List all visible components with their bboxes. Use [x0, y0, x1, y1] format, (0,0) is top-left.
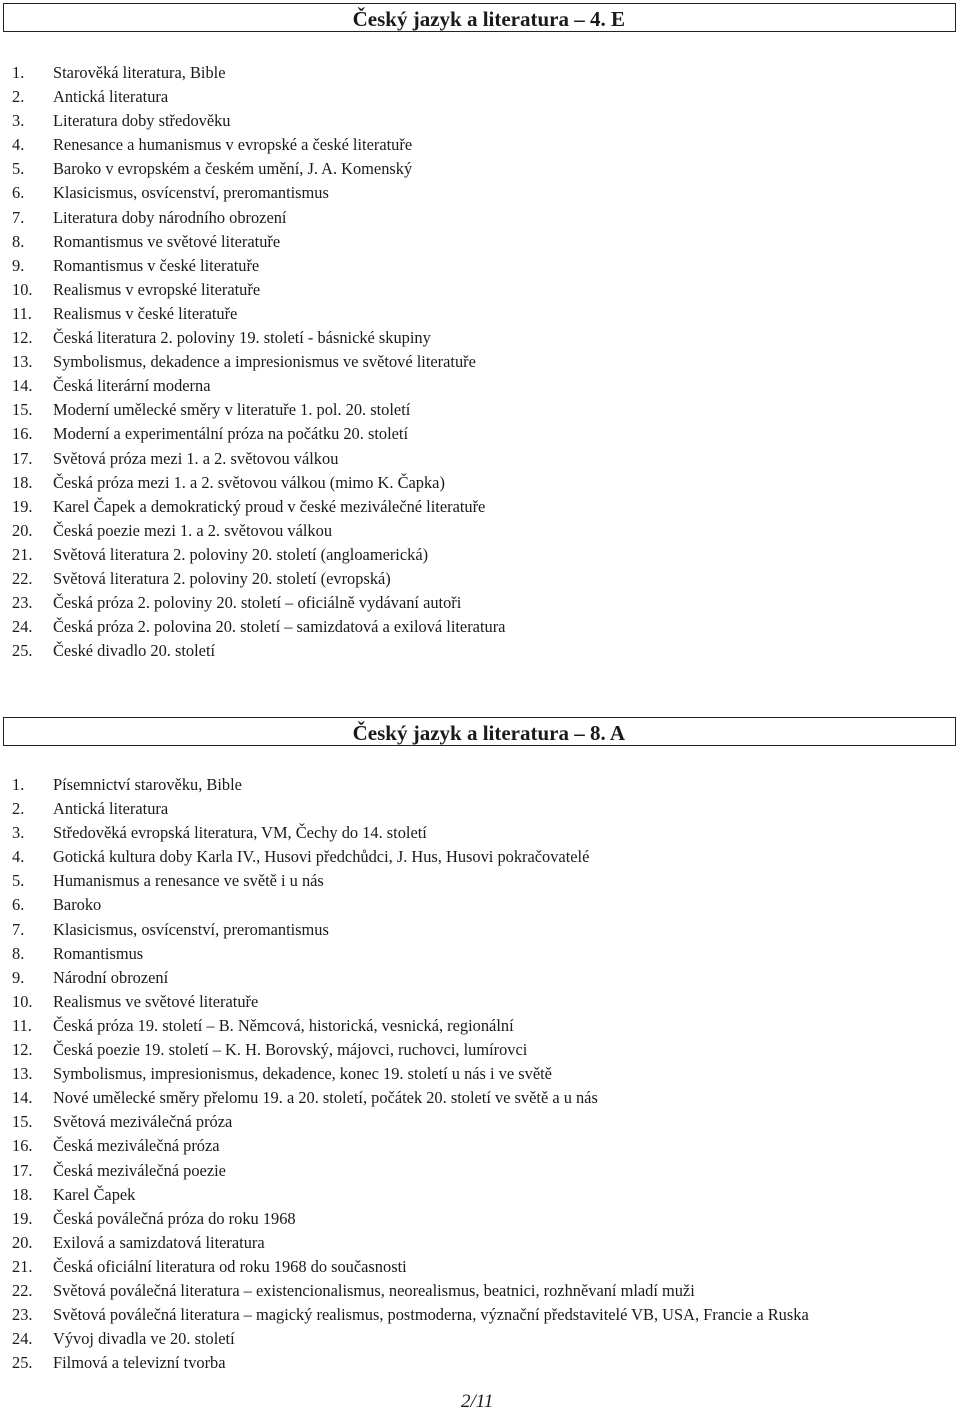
list-item-number: 25.: [12, 641, 33, 661]
list-item: [0, 918, 809, 942]
list-item: [0, 1327, 809, 1351]
list-item: [0, 495, 505, 519]
list-item: [0, 447, 505, 471]
list-item: [0, 398, 505, 422]
list-item-number: 9.: [12, 967, 25, 987]
list-item-number: 10.: [12, 991, 33, 1011]
list-item: [0, 990, 809, 1014]
list-item-text: Literatura doby národního obrození: [53, 207, 287, 227]
list-item-text: Filmová a televizní tvorba: [53, 1353, 226, 1373]
list-item: [0, 797, 809, 821]
list-item: [0, 181, 505, 205]
list-item-number: 21.: [12, 544, 33, 564]
list-item-text: Exilová a samizdatová literatura: [53, 1232, 265, 1252]
section-header-4e: [3, 3, 956, 32]
list-item-number: 9.: [12, 255, 25, 275]
list-item-number: 19.: [12, 1208, 33, 1228]
list-item-number: 22.: [12, 568, 33, 588]
list-item: [0, 278, 505, 302]
list-item-text: Romantismus: [53, 943, 144, 963]
list-item: [0, 85, 505, 109]
list-item-number: 8.: [12, 943, 25, 963]
list-item-text: Česká literární moderna: [53, 376, 211, 396]
list-item: [0, 821, 809, 845]
list-item: [0, 350, 505, 374]
list-item-number: 3.: [12, 111, 25, 131]
list-item-text: Česká próza mezi 1. a 2. světovou válkou (mimo K. Čapka): [53, 472, 445, 492]
list-item-number: 7.: [12, 919, 25, 939]
list-item-number: 16.: [12, 1136, 33, 1156]
list-item: [0, 1062, 809, 1086]
list-item-number: 3.: [12, 823, 25, 843]
list-item: [0, 1183, 809, 1207]
list-item: [0, 519, 505, 543]
list-item-text: Romantismus ve světové literatuře: [53, 231, 281, 251]
list-item-number: 17.: [12, 448, 33, 468]
list-item-text: Česká oficiální literatura od roku 1968 do současnosti: [53, 1256, 407, 1276]
list-item: [0, 893, 809, 917]
list-item-text: Vývoj divadla ve 20. století: [53, 1329, 235, 1349]
list-item-number: 12.: [12, 1040, 33, 1060]
list-item-text: Antická literatura: [53, 87, 169, 107]
list-item-number: 18.: [12, 1184, 33, 1204]
list-item: [0, 254, 505, 278]
list-item-number: 23.: [12, 1305, 33, 1325]
list-item-number: 12.: [12, 328, 33, 348]
list-item-text: Světová meziválečná próza: [53, 1112, 233, 1132]
list-item-number: 24.: [12, 617, 33, 637]
list-item-number: 2.: [12, 87, 25, 107]
list-item-text: Realismus v české literatuře: [53, 303, 238, 323]
list-item: [0, 591, 505, 615]
list-item-text: Romantismus v české literatuře: [53, 255, 260, 275]
list-item: [0, 1351, 809, 1375]
list-item: [0, 1279, 809, 1303]
list-item-text: Symbolismus, dekadence a impresionismus ve světové literatuře: [53, 352, 476, 372]
list-item-text: Humanismus a renesance ve světě i u nás: [53, 871, 324, 891]
list-item: [0, 1231, 809, 1255]
list-item-number: 5.: [12, 871, 25, 891]
list-item: [0, 1303, 809, 1327]
list-item-number: 4.: [12, 847, 25, 867]
list-item: [0, 1159, 809, 1183]
list-item-number: 8.: [12, 231, 25, 251]
list-item: [0, 1086, 809, 1110]
list-item-text: Česká próza 19. století – B. Němcová, historická, vesnická, regionální: [53, 1015, 514, 1035]
list-item-number: 15.: [12, 1112, 33, 1132]
list-item-text: Středověká evropská literatura, VM, Čechy do 14. století: [53, 823, 427, 843]
list-item-number: 1.: [12, 63, 25, 82]
list-item: [0, 1014, 809, 1038]
list-item-number: 15.: [12, 400, 33, 420]
list-item: [0, 230, 505, 254]
list-item: [0, 869, 809, 893]
list-item-text: Česká meziválečná poezie: [53, 1160, 226, 1180]
list-item-number: 4.: [12, 135, 25, 155]
list-item-number: 6.: [12, 895, 25, 915]
list-item: [0, 1038, 809, 1062]
section-header-8a: [3, 717, 956, 746]
list-item-text: Světová literatura 2. poloviny 20. století (evropská): [53, 568, 391, 588]
list-item: [0, 109, 505, 133]
list-item: [0, 773, 809, 797]
section-title-8a: Český jazyk a literatura – 8. A: [352, 721, 625, 745]
list-item: [0, 1255, 809, 1279]
list-item: [0, 302, 505, 326]
list-item-number: 25.: [12, 1353, 33, 1373]
list-item-number: 13.: [12, 1064, 33, 1084]
list-item-text: Baroko: [53, 895, 102, 915]
list-item-number: 5.: [12, 159, 25, 179]
list-item-text: Česká literatura 2. poloviny 19. století - básnické skupiny: [53, 328, 431, 348]
list-item-text: Karel Čapek: [53, 1184, 136, 1204]
list-item-number: 6.: [12, 183, 25, 203]
list-item-number: 20.: [12, 1232, 33, 1252]
list-item-text: Starověká literatura, Bible: [53, 63, 226, 82]
list-item-number: 14.: [12, 1088, 33, 1108]
list-item: [0, 543, 505, 567]
list-item: [0, 326, 505, 350]
list-item-number: 18.: [12, 472, 33, 492]
list-item-text: Moderní umělecké směry v literatuře 1. pol. 20. století: [53, 400, 411, 420]
list-item-text: Světová literatura 2. poloviny 20. století (angloamerická): [53, 544, 429, 564]
list-item-number: 1.: [12, 775, 25, 794]
list-item-text: Světová próza mezi 1. a 2. světovou válkou: [53, 448, 339, 468]
list-item-number: 20.: [12, 520, 33, 540]
topic-list-8a: [0, 773, 809, 1375]
list-item-text: Národní obrození: [53, 967, 169, 987]
list-item: [0, 374, 505, 398]
list-item-number: 10.: [12, 279, 33, 299]
list-item: [0, 639, 505, 663]
list-item-number: 23.: [12, 593, 33, 613]
list-item: [0, 422, 505, 446]
list-item: [0, 206, 505, 230]
list-item-text: Gotická kultura doby Karla IV., Husovi předchůdci, J. Hus, Husovi pokračovatelé: [53, 847, 590, 867]
list-item-text: České divadlo 20. století: [53, 641, 216, 661]
list-item-text: Realismus ve světové literatuře: [53, 991, 259, 1011]
list-item-number: 7.: [12, 207, 25, 227]
list-item-number: 2.: [12, 799, 25, 819]
list-item-text: Písemnictví starověku, Bible: [53, 775, 242, 794]
list-item-number: 11.: [12, 1015, 32, 1035]
list-item: [0, 615, 505, 639]
list-item: [0, 942, 809, 966]
list-item: [0, 845, 809, 869]
page-number: 2/11: [461, 1391, 494, 1412]
list-item-text: Renesance a humanismus v evropské a české literatuře: [53, 135, 413, 155]
list-item-text: Klasicismus, osvícenství, preromantismus: [53, 183, 329, 203]
list-item-text: Světová poválečná literatura – existencionalismus, neorealismus, beatnici, rozhněvaní mladí muži: [53, 1280, 695, 1300]
list-item-number: 19.: [12, 496, 33, 516]
list-item-number: 24.: [12, 1329, 33, 1349]
list-item-number: 22.: [12, 1280, 33, 1300]
list-item-number: 14.: [12, 376, 33, 396]
list-item-text: Baroko v evropském a českém umění, J. A. Komenský: [53, 159, 413, 179]
list-item-text: Moderní a experimentální próza na počátku 20. století: [53, 424, 409, 444]
section-title-4e: Český jazyk a literatura – 4. E: [352, 7, 625, 31]
list-item-number: 16.: [12, 424, 33, 444]
list-item: [0, 1134, 809, 1158]
list-item: [0, 61, 505, 85]
list-item-text: Klasicismus, osvícenství, preromantismus: [53, 919, 329, 939]
list-item-text: Literatura doby středověku: [53, 111, 231, 131]
list-item-text: Antická literatura: [53, 799, 169, 819]
list-item-text: Česká meziválečná próza: [53, 1136, 220, 1156]
list-item: [0, 567, 505, 591]
list-item-text: Karel Čapek a demokratický proud v české meziválečné literatuře: [53, 496, 486, 516]
list-item-text: Symbolismus, impresionismus, dekadence, konec 19. století u nás i ve světě: [53, 1064, 552, 1084]
list-item-text: Nové umělecké směry přelomu 19. a 20. století, počátek 20. století ve světě a u nás: [53, 1088, 598, 1108]
list-item-number: 21.: [12, 1256, 33, 1276]
list-item-text: Světová poválečná literatura – magický realismus, postmoderna, význační představitelé VB, USA, Francie a Ruska: [53, 1305, 809, 1325]
list-item: [0, 471, 505, 495]
topic-list-4e: [0, 61, 505, 663]
list-item-number: 11.: [12, 303, 32, 323]
list-item-text: Česká próza 2. poloviny 20. století – oficiálně vydávaní autoři: [53, 593, 462, 613]
list-item-text: Česká poválečná próza do roku 1968: [53, 1208, 296, 1228]
list-item: [0, 1207, 809, 1231]
list-item-text: Realismus v evropské literatuře: [53, 279, 261, 299]
list-item-text: Česká próza 2. polovina 20. století – samizdatová a exilová literatura: [53, 617, 506, 637]
list-item: [0, 157, 505, 181]
list-item-number: 17.: [12, 1160, 33, 1180]
list-item-number: 13.: [12, 352, 33, 372]
list-item-text: Česká poezie mezi 1. a 2. světovou válkou: [53, 520, 333, 540]
list-item: [0, 133, 505, 157]
list-item-text: Česká poezie 19. století – K. H. Borovský, májovci, ruchovci, lumírovci: [53, 1040, 528, 1060]
list-item: [0, 966, 809, 990]
list-item: [0, 1110, 809, 1134]
